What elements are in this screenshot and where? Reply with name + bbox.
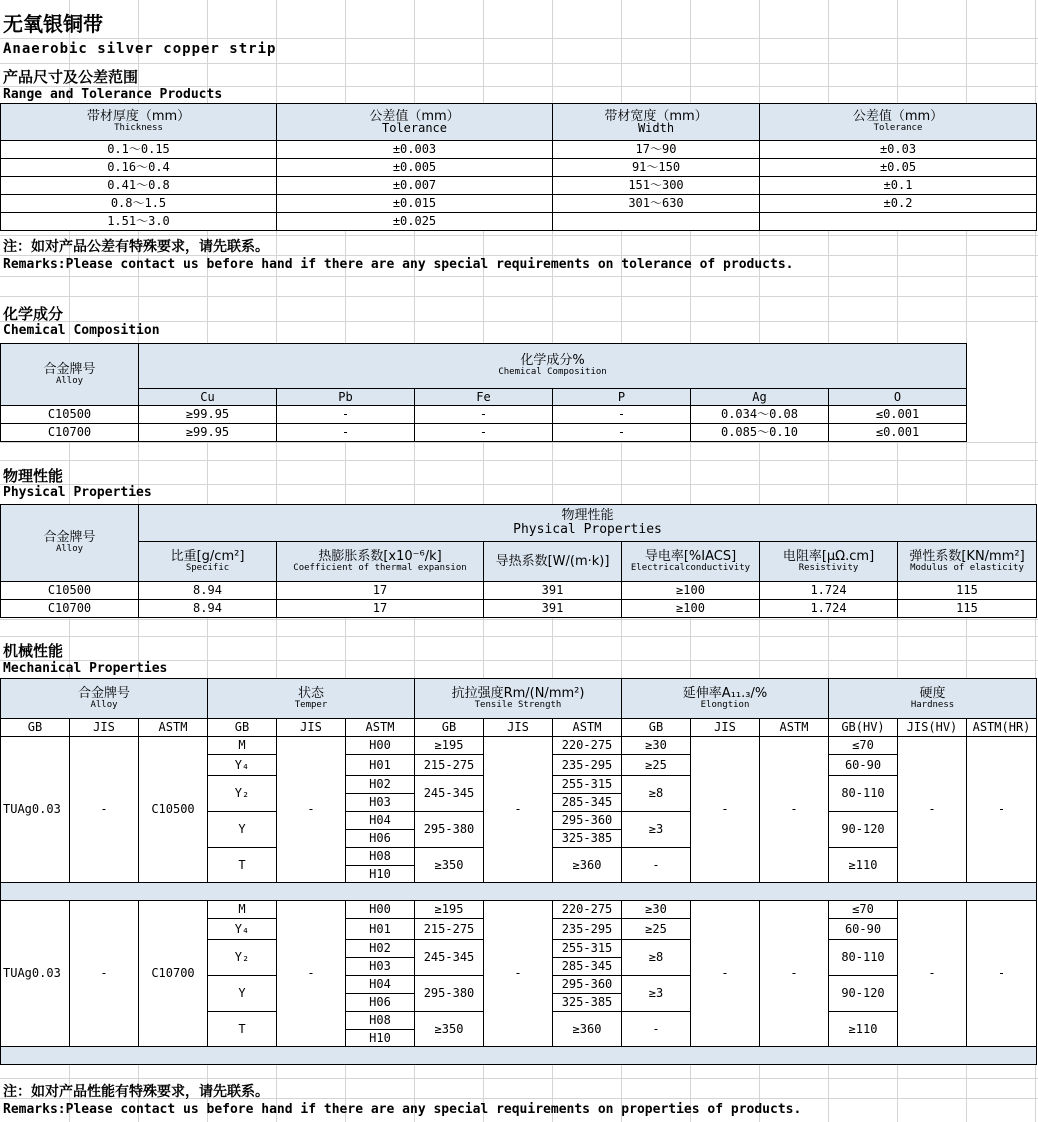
- header-cn: 带材厚度（mm）: [86, 109, 191, 124]
- mech-table: [0, 678, 1037, 1065]
- tensile-gb: ≥195: [415, 901, 484, 919]
- element-header: Pb: [277, 389, 415, 406]
- tensile-gb: ≥195: [415, 737, 484, 755]
- element-header: P: [553, 389, 691, 406]
- table-cell: ±0.025: [277, 213, 553, 231]
- hard-gb: ≥110: [829, 848, 898, 883]
- header-cn: 导热系数[W/(m·k)]: [495, 553, 610, 569]
- table-cell: 391: [484, 600, 622, 618]
- alloy-astm: C10700: [139, 901, 208, 1047]
- header-en: Elongtion: [700, 699, 750, 710]
- temper-jis: -: [277, 901, 346, 1047]
- sub-header: JIS: [70, 719, 139, 737]
- table-cell: 1.724: [760, 582, 898, 600]
- range-note-cn: 注：如对产品公差有特殊要求，请先联系。: [3, 239, 269, 255]
- header-en: Hardness: [910, 699, 955, 710]
- hard-jis: -: [898, 737, 967, 883]
- header-en: Alloy: [90, 699, 118, 710]
- elong-astm: -: [760, 737, 829, 883]
- table-cell: 115: [898, 582, 1037, 600]
- header-cn: 化学成分%: [520, 353, 585, 368]
- table-cell: 151～300: [553, 177, 760, 195]
- element-header: O: [829, 389, 967, 406]
- table-cell: ≥99.95: [139, 406, 277, 424]
- table-cell: 17～90: [553, 141, 760, 159]
- temper-astm: H06: [346, 994, 415, 1012]
- table-row: [1, 424, 967, 442]
- header-en: Physical Properties: [513, 522, 662, 537]
- table-cell: -: [277, 406, 415, 424]
- table-row: [1, 177, 1037, 195]
- table-cell: ±0.2: [760, 195, 1037, 213]
- table-cell: C10500: [1, 582, 139, 600]
- tensile-gb: 295-380: [415, 976, 484, 1012]
- hard-gb: ≤70: [829, 737, 898, 755]
- hard-jis: -: [898, 901, 967, 1047]
- hard-gb: ≥110: [829, 1012, 898, 1047]
- sub-header: ASTM: [553, 719, 622, 737]
- tensile-gb: 215-275: [415, 755, 484, 776]
- table-cell: ±0.015: [277, 195, 553, 213]
- temper-astm: H08: [346, 848, 415, 866]
- phys-col-header: [139, 542, 277, 582]
- page-title: 无氧银铜带: [3, 12, 103, 36]
- phys-col-header: [277, 542, 484, 582]
- table-cell: 8.94: [139, 582, 277, 600]
- tensile-astm: 220-275: [553, 901, 622, 919]
- alloy-astm: C10500: [139, 737, 208, 883]
- temper-astm: H00: [346, 737, 415, 755]
- mech-heading-en: Mechanical Properties: [3, 661, 168, 676]
- header-en: Tolerance: [873, 123, 923, 133]
- phys-col-header: [898, 542, 1037, 582]
- tensile-astm: ≥360: [553, 848, 622, 883]
- header-cn: 硬度: [919, 685, 946, 701]
- temper-gb: T: [208, 1012, 277, 1047]
- table-cell: ≥100: [622, 600, 760, 618]
- mech-group-header: [622, 679, 829, 719]
- element-header-row: [1, 389, 967, 406]
- sub-header: ASTM(HR): [967, 719, 1037, 737]
- table-cell: -: [277, 424, 415, 442]
- separator-cell: [1, 1047, 1037, 1065]
- sub-header: GB: [415, 719, 484, 737]
- range-header-cell: [760, 104, 1037, 141]
- elong-gb: ≥30: [622, 901, 691, 919]
- hard-gb: 90-120: [829, 976, 898, 1012]
- mech-subheader-row: [1, 719, 1037, 737]
- tensile-astm: 255-315: [553, 940, 622, 958]
- header-cn: 电阻率[μΩ.cm]: [782, 548, 875, 564]
- temper-gb: Y₄: [208, 919, 277, 940]
- mech-note-cn: 注：如对产品性能有特殊要求，请先联系。: [3, 1084, 269, 1100]
- table-cell: ±0.1: [760, 177, 1037, 195]
- header-cn: 热膨胀系数[x10⁻⁶/k]: [318, 548, 442, 564]
- temper-astm: H10: [346, 1030, 415, 1047]
- sub-header: JIS(HV): [898, 719, 967, 737]
- range-header-row: [1, 104, 1037, 141]
- table-cell: ±0.05: [760, 159, 1037, 177]
- header-cn: 比重[g/cm²]: [170, 548, 245, 564]
- table-cell: 115: [898, 600, 1037, 618]
- mech-group-header: [1, 679, 208, 719]
- header-en: Temper: [294, 699, 328, 710]
- sub-header: GB: [622, 719, 691, 737]
- tensile-astm: 235-295: [553, 755, 622, 776]
- sub-header: JIS: [277, 719, 346, 737]
- tensile-astm: 325-385: [553, 830, 622, 848]
- tensile-astm: 285-345: [553, 958, 622, 976]
- elong-gb: ≥3: [622, 976, 691, 1012]
- header-cn: 公差值（mm）: [369, 109, 460, 124]
- header-cn: 状态: [297, 685, 324, 701]
- alloy-header: [1, 505, 139, 582]
- hard-gb: 80-110: [829, 940, 898, 976]
- separator-cell: [1, 883, 1037, 901]
- table-cell: ±0.007: [277, 177, 553, 195]
- table-cell: ±0.005: [277, 159, 553, 177]
- elong-gb: -: [622, 1012, 691, 1047]
- table-cell: ≥100: [622, 582, 760, 600]
- header-cn: 物理性能: [561, 508, 614, 523]
- sub-header: ASTM: [346, 719, 415, 737]
- block-separator: [1, 1047, 1037, 1065]
- chem-heading-en: Chemical Composition: [3, 323, 160, 338]
- table-cell: ≥99.95: [139, 424, 277, 442]
- tensile-astm: 295-360: [553, 976, 622, 994]
- table-cell: 0.085～0.10: [691, 424, 829, 442]
- table-cell: C10700: [1, 600, 139, 618]
- phys-col-header: [484, 542, 622, 582]
- element-header: Ag: [691, 389, 829, 406]
- table-cell: -: [415, 424, 553, 442]
- header-cn: 导电率[%IACS]: [644, 548, 737, 564]
- range-header-cell: [1, 104, 277, 141]
- temper-astm: H10: [346, 866, 415, 883]
- range-heading-en: Range and Tolerance Products: [3, 87, 223, 102]
- phys-group-header: [139, 505, 1037, 542]
- tensile-gb: 295-380: [415, 812, 484, 848]
- table-cell: 0.16～0.4: [1, 159, 277, 177]
- page-subtitle: Anaerobic silver copper strip: [3, 41, 277, 57]
- tensile-gb: ≥350: [415, 848, 484, 883]
- tensile-jis: -: [484, 737, 553, 883]
- mech-note-en: Remarks:Please contact us before hand if there are any special requirements on properties of products.: [3, 1102, 802, 1117]
- tensile-astm: ≥360: [553, 1012, 622, 1047]
- hard-gb: 90-120: [829, 812, 898, 848]
- sub-header: ASTM: [760, 719, 829, 737]
- tensile-gb: ≥350: [415, 1012, 484, 1047]
- header-en: Thickness: [114, 123, 163, 133]
- temper-astm: H00: [346, 901, 415, 919]
- table-cell: [553, 213, 760, 231]
- tensile-astm: 285-345: [553, 794, 622, 812]
- tensile-astm: 220-275: [553, 737, 622, 755]
- header-cn: 合金牌号: [43, 361, 96, 377]
- header-en: Tolerance: [381, 121, 448, 135]
- tensile-astm: 255-315: [553, 776, 622, 794]
- table-cell: ≤0.001: [829, 424, 967, 442]
- temper-gb: Y: [208, 812, 277, 848]
- table-row: [1, 737, 1037, 755]
- chem-table: [0, 343, 967, 442]
- tensile-gb: 215-275: [415, 919, 484, 940]
- mech-group-header: [208, 679, 415, 719]
- table-cell: 8.94: [139, 600, 277, 618]
- table-cell: ≤0.001: [829, 406, 967, 424]
- tensile-jis: -: [484, 901, 553, 1047]
- table-row: [1, 600, 1037, 618]
- sub-header: JIS: [484, 719, 553, 737]
- tensile-gb: 245-345: [415, 776, 484, 812]
- elong-gb: ≥30: [622, 737, 691, 755]
- temper-astm: H02: [346, 940, 415, 958]
- table-cell: C10700: [1, 424, 139, 442]
- chem-heading: 化学成分: [3, 305, 64, 323]
- temper-gb: Y₂: [208, 940, 277, 976]
- temper-astm: H01: [346, 755, 415, 776]
- table-cell: 0.1～0.15: [1, 141, 277, 159]
- table-cell: 1.51～3.0: [1, 213, 277, 231]
- elong-gb: -: [622, 848, 691, 883]
- table-cell: 91～150: [553, 159, 760, 177]
- elong-gb: ≥3: [622, 812, 691, 848]
- phys-heading-en: Physical Properties: [3, 485, 152, 500]
- table-cell: 0.034～0.08: [691, 406, 829, 424]
- table-cell: -: [415, 406, 553, 424]
- sub-header: GB: [208, 719, 277, 737]
- sub-header: JIS: [691, 719, 760, 737]
- phys-col-header: [622, 542, 760, 582]
- temper-gb: Y₄: [208, 755, 277, 776]
- table-cell: 0.8～1.5: [1, 195, 277, 213]
- elong-jis: -: [691, 737, 760, 883]
- header-en: Electricalconductivity: [630, 562, 751, 573]
- elong-jis: -: [691, 901, 760, 1047]
- table-cell: -: [553, 406, 691, 424]
- header-cn: 带材宽度（mm）: [604, 109, 708, 124]
- temper-astm: H04: [346, 812, 415, 830]
- header-en: Specific: [185, 562, 230, 573]
- temper-astm: H06: [346, 830, 415, 848]
- tensile-gb: 245-345: [415, 940, 484, 976]
- header-en: Modulus of elasticity: [910, 562, 1024, 573]
- header-en: Chemical Composition: [498, 367, 607, 377]
- table-row: [1, 901, 1037, 919]
- table-row: [1, 406, 967, 424]
- temper-gb: Y: [208, 976, 277, 1012]
- temper-astm: H01: [346, 919, 415, 940]
- elong-gb: ≥8: [622, 940, 691, 976]
- header-cn: 弹性系数[KN/mm²]: [909, 548, 1025, 564]
- temper-gb: Y₂: [208, 776, 277, 812]
- range-note-en: Remarks:Please contact us before hand if there are any special requirements on tolerance of products.: [3, 257, 794, 272]
- tensile-astm: 295-360: [553, 812, 622, 830]
- table-cell: 1.724: [760, 600, 898, 618]
- elong-gb: ≥25: [622, 755, 691, 776]
- table-cell: -: [553, 424, 691, 442]
- mech-group-header: [829, 679, 1037, 719]
- header-en: Resistivity: [798, 562, 859, 573]
- header-cn: 公差值（mm）: [852, 109, 944, 124]
- sub-header: GB(HV): [829, 719, 898, 737]
- phys-heading: 物理性能: [3, 467, 64, 485]
- hard-gb: 60-90: [829, 755, 898, 776]
- table-cell: ±0.03: [760, 141, 1037, 159]
- table-cell: 301～630: [553, 195, 760, 213]
- table-cell: [760, 213, 1037, 231]
- tensile-astm: 325-385: [553, 994, 622, 1012]
- hard-gb: 80-110: [829, 776, 898, 812]
- header-cn: 合金牌号: [43, 530, 96, 545]
- block-separator: [1, 883, 1037, 901]
- mech-heading: 机械性能: [3, 642, 64, 660]
- table-cell: ±0.003: [277, 141, 553, 159]
- element-header: Fe: [415, 389, 553, 406]
- temper-astm: H03: [346, 958, 415, 976]
- table-row: [1, 195, 1037, 213]
- hard-astm: -: [967, 737, 1037, 883]
- range-header-cell: [553, 104, 760, 141]
- range-table: [0, 103, 1037, 231]
- table-cell: 391: [484, 582, 622, 600]
- header-en: Coefficient of thermal expansion: [293, 562, 467, 573]
- table-row: [1, 159, 1037, 177]
- table-row: [1, 582, 1037, 600]
- alloy-jis: -: [70, 737, 139, 883]
- temper-gb: M: [208, 901, 277, 919]
- header-en: Alloy: [55, 544, 84, 554]
- phys-subheader-row: [1, 542, 1037, 582]
- range-header-cell: [277, 104, 553, 141]
- header-cn: 延伸率A₁₁.₃/%: [682, 685, 768, 701]
- table-cell: 0.41～0.8: [1, 177, 277, 195]
- table-cell: C10500: [1, 406, 139, 424]
- hard-gb: 60-90: [829, 919, 898, 940]
- header-cn: 抗拉强度Rm/(N/mm²): [451, 685, 585, 701]
- element-header: Cu: [139, 389, 277, 406]
- range-heading: 产品尺寸及公差范围: [3, 68, 139, 86]
- hard-astm: -: [967, 901, 1037, 1047]
- header-cn: 合金牌号: [77, 685, 130, 701]
- tensile-astm: 235-295: [553, 919, 622, 940]
- temper-astm: H03: [346, 794, 415, 812]
- alloy-header: [1, 344, 139, 406]
- phys-col-header: [760, 542, 898, 582]
- elong-astm: -: [760, 901, 829, 1047]
- alloy-gb: TUAg0.03: [1, 737, 70, 883]
- temper-astm: H04: [346, 976, 415, 994]
- elong-gb: ≥25: [622, 919, 691, 940]
- mech-group-header-row: [1, 679, 1037, 719]
- chem-group-header: [139, 344, 967, 389]
- temper-astm: H02: [346, 776, 415, 794]
- temper-gb: T: [208, 848, 277, 883]
- alloy-gb: TUAg0.03: [1, 901, 70, 1047]
- table-row: [1, 141, 1037, 159]
- header-en: Width: [637, 121, 675, 135]
- alloy-jis: -: [70, 901, 139, 1047]
- sub-header: GB: [1, 719, 70, 737]
- temper-gb: M: [208, 737, 277, 755]
- header-en: Tensile Strength: [474, 699, 562, 710]
- temper-jis: -: [277, 737, 346, 883]
- mech-group-header: [415, 679, 622, 719]
- table-cell: 17: [277, 582, 484, 600]
- table-row: [1, 213, 1037, 231]
- phys-table: [0, 504, 1037, 618]
- sub-header: ASTM: [139, 719, 208, 737]
- temper-astm: H08: [346, 1012, 415, 1030]
- table-cell: 17: [277, 600, 484, 618]
- hard-gb: ≤70: [829, 901, 898, 919]
- header-en: Alloy: [55, 375, 84, 386]
- elong-gb: ≥8: [622, 776, 691, 812]
